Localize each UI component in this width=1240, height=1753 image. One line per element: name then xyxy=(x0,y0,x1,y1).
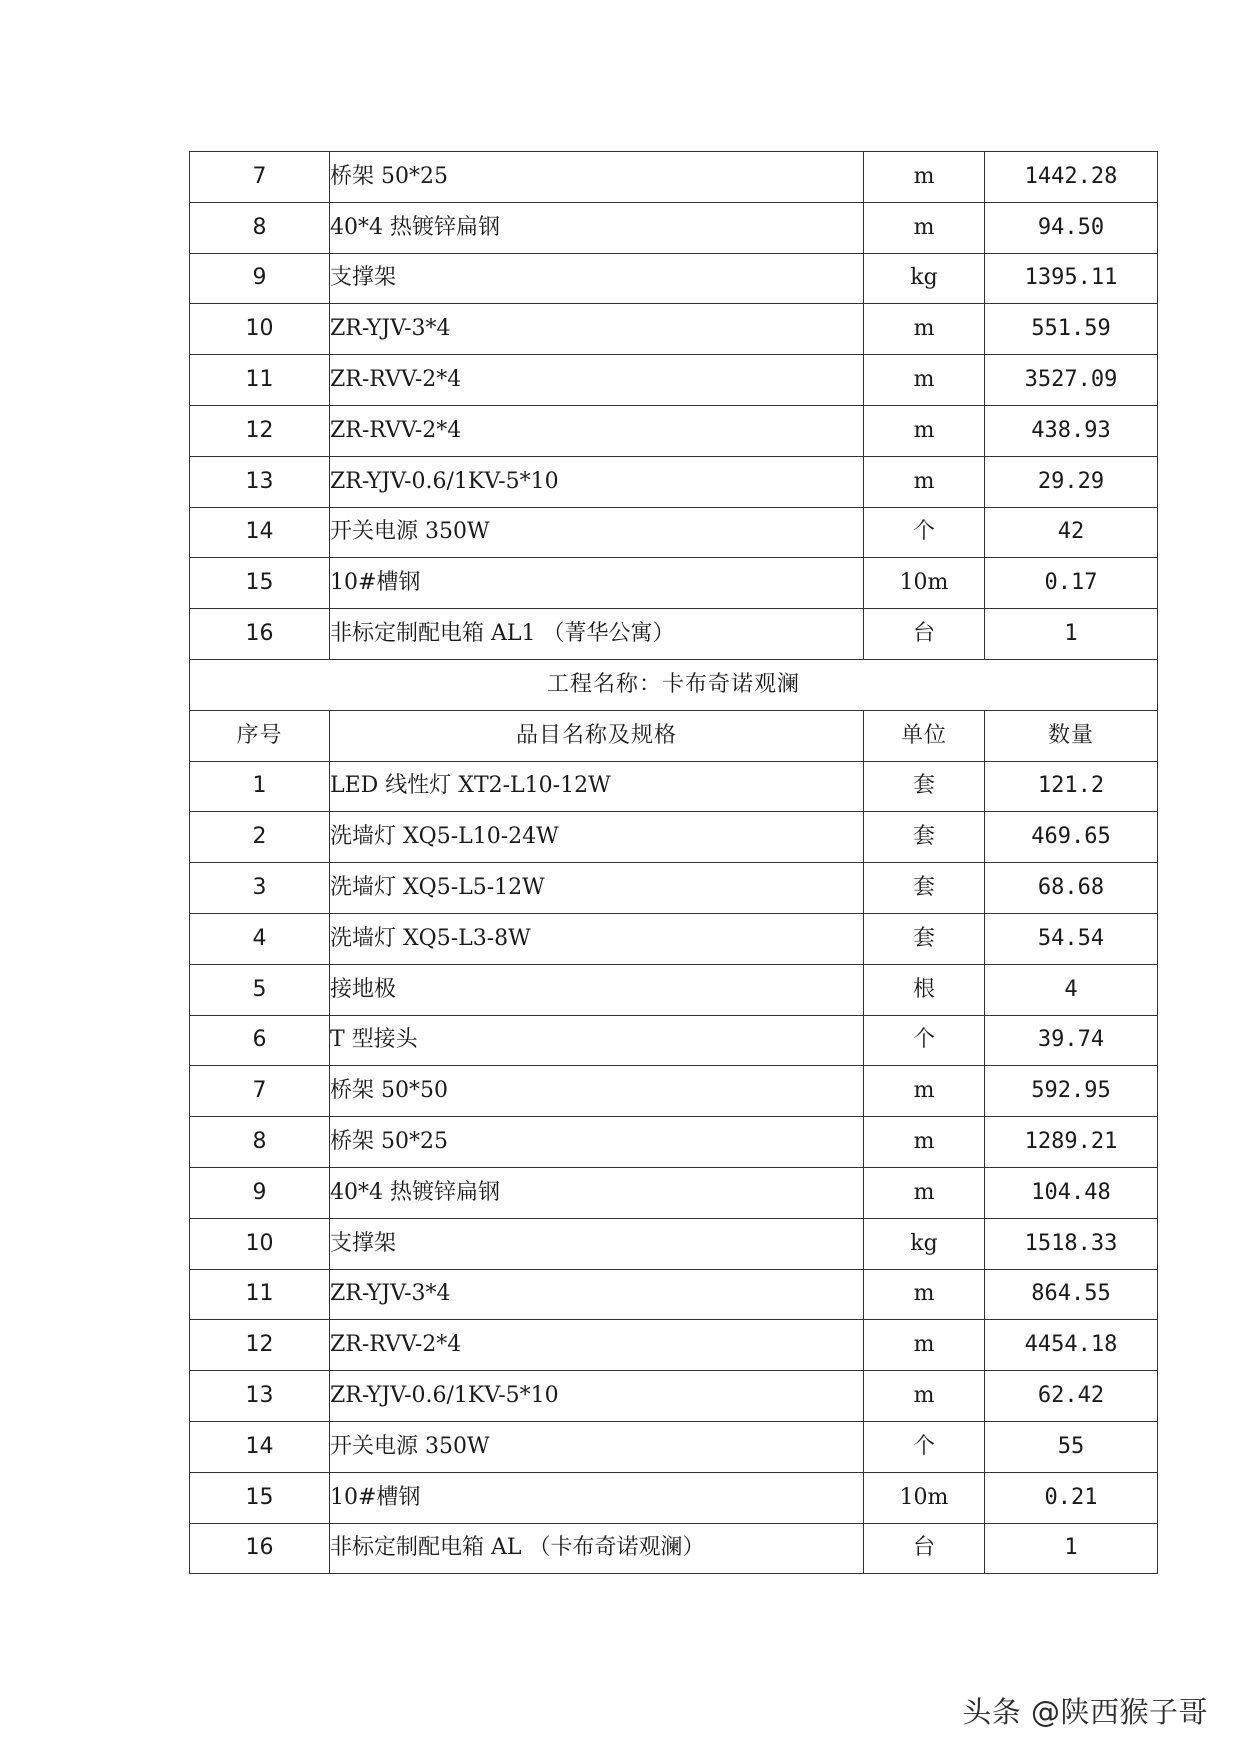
cell-unit: 台 xyxy=(864,609,985,660)
cell-unit: m xyxy=(864,456,985,507)
cell-no: 13 xyxy=(190,1371,330,1422)
cell-qty: 104.48 xyxy=(985,1167,1158,1218)
cell-name: LED 线性灯 XT2-L10-12W xyxy=(330,761,864,812)
cell-unit: m xyxy=(864,1117,985,1168)
cell-name: 支撑架 xyxy=(330,1218,864,1269)
cell-name: 开关电源 350W xyxy=(330,507,864,558)
cell-name: 40*4 热镀锌扁钢 xyxy=(330,202,864,253)
cell-name: ZR-YJV-0.6/1KV-5*10 xyxy=(330,456,864,507)
table-row xyxy=(190,1117,1158,1168)
materials-table-body xyxy=(190,152,1158,1574)
cell-unit: 10m xyxy=(864,1472,985,1523)
cell-unit: m xyxy=(864,304,985,355)
cell-no: 7 xyxy=(190,152,330,203)
cell-no: 14 xyxy=(190,507,330,558)
cell-qty: 121.2 xyxy=(985,761,1158,812)
cell-name: 洗墙灯 XQ5-L3-8W xyxy=(330,913,864,964)
cell-qty: 4454.18 xyxy=(985,1320,1158,1371)
cell-no: 16 xyxy=(190,609,330,660)
cell-name: 桥架 50*50 xyxy=(330,1066,864,1117)
cell-unit: 个 xyxy=(864,507,985,558)
cell-qty: 62.42 xyxy=(985,1371,1158,1422)
cell-qty: 39.74 xyxy=(985,1015,1158,1066)
table-row xyxy=(190,1320,1158,1371)
cell-unit: 套 xyxy=(864,913,985,964)
cell-no: 9 xyxy=(190,253,330,304)
cell-name: 桥架 50*25 xyxy=(330,152,864,203)
table-row xyxy=(190,863,1158,914)
cell-no: 8 xyxy=(190,202,330,253)
cell-no: 8 xyxy=(190,1117,330,1168)
table-row xyxy=(190,812,1158,863)
table-row xyxy=(190,253,1158,304)
cell-no: 4 xyxy=(190,913,330,964)
cell-name: ZR-YJV-0.6/1KV-5*10 xyxy=(330,1371,864,1422)
table-row xyxy=(190,1472,1158,1523)
table-row xyxy=(190,1269,1158,1320)
cell-unit: m xyxy=(864,1320,985,1371)
cell-no: 16 xyxy=(190,1523,330,1574)
cell-unit: 根 xyxy=(864,964,985,1015)
cell-unit: m xyxy=(864,1269,985,1320)
cell-unit: 台 xyxy=(864,1523,985,1574)
cell-unit: 个 xyxy=(864,1015,985,1066)
cell-qty: 438.93 xyxy=(985,405,1158,456)
header-unit: 单位 xyxy=(864,710,985,761)
cell-qty: 55 xyxy=(985,1421,1158,1472)
cell-name: 洗墙灯 XQ5-L10-24W xyxy=(330,812,864,863)
cell-qty: 1442.28 xyxy=(985,152,1158,203)
table-row xyxy=(190,1167,1158,1218)
table-row xyxy=(190,558,1158,609)
cell-no: 2 xyxy=(190,812,330,863)
cell-unit: m xyxy=(864,1167,985,1218)
watermark-text: 头条 @陕西猴子哥 xyxy=(962,1695,1208,1729)
cell-qty: 29.29 xyxy=(985,456,1158,507)
cell-name: 10#槽钢 xyxy=(330,558,864,609)
cell-qty: 68.68 xyxy=(985,863,1158,914)
cell-no: 9 xyxy=(190,1167,330,1218)
cell-no: 5 xyxy=(190,964,330,1015)
cell-no: 13 xyxy=(190,456,330,507)
cell-name: 开关电源 350W xyxy=(330,1421,864,1472)
cell-no: 12 xyxy=(190,1320,330,1371)
table-row xyxy=(190,913,1158,964)
header-row xyxy=(190,710,1158,761)
cell-qty: 4 xyxy=(985,964,1158,1015)
cell-qty: 1 xyxy=(985,609,1158,660)
cell-unit: kg xyxy=(864,253,985,304)
cell-unit: m xyxy=(864,152,985,203)
cell-unit: m xyxy=(864,405,985,456)
cell-qty: 592.95 xyxy=(985,1066,1158,1117)
section-title: 工程名称：卡布奇诺观澜 xyxy=(190,659,1158,710)
table-row xyxy=(190,1015,1158,1066)
cell-qty: 94.50 xyxy=(985,202,1158,253)
cell-unit: kg xyxy=(864,1218,985,1269)
cell-no: 14 xyxy=(190,1421,330,1472)
cell-name: 非标定制配电箱 AL1 （菁华公寓） xyxy=(330,609,864,660)
cell-name: 接地极 xyxy=(330,964,864,1015)
cell-no: 11 xyxy=(190,1269,330,1320)
table-row xyxy=(190,507,1158,558)
cell-name: ZR-RVV-2*4 xyxy=(330,405,864,456)
cell-no: 10 xyxy=(190,304,330,355)
table-row xyxy=(190,202,1158,253)
cell-no: 6 xyxy=(190,1015,330,1066)
table-row xyxy=(190,1066,1158,1117)
cell-no: 15 xyxy=(190,1472,330,1523)
cell-name: 非标定制配电箱 AL （卡布奇诺观澜） xyxy=(330,1523,864,1574)
materials-table xyxy=(189,151,1158,1574)
table-row xyxy=(190,1371,1158,1422)
header-name: 品目名称及规格 xyxy=(330,710,864,761)
cell-qty: 864.55 xyxy=(985,1269,1158,1320)
cell-name: ZR-YJV-3*4 xyxy=(330,1269,864,1320)
table-row xyxy=(190,1218,1158,1269)
table-row xyxy=(190,304,1158,355)
cell-qty: 0.17 xyxy=(985,558,1158,609)
cell-qty: 551.59 xyxy=(985,304,1158,355)
table-row xyxy=(190,964,1158,1015)
cell-name: 桥架 50*25 xyxy=(330,1117,864,1168)
table-row xyxy=(190,152,1158,203)
section-title-row xyxy=(190,659,1158,710)
table-row xyxy=(190,609,1158,660)
cell-unit: 10m xyxy=(864,558,985,609)
table-row xyxy=(190,456,1158,507)
cell-no: 1 xyxy=(190,761,330,812)
cell-unit: 套 xyxy=(864,812,985,863)
cell-qty: 1289.21 xyxy=(985,1117,1158,1168)
table-row xyxy=(190,1523,1158,1574)
header-no: 序号 xyxy=(190,710,330,761)
cell-unit: m xyxy=(864,1371,985,1422)
header-qty: 数量 xyxy=(985,710,1158,761)
cell-qty: 42 xyxy=(985,507,1158,558)
cell-name: 洗墙灯 XQ5-L5-12W xyxy=(330,863,864,914)
table-row xyxy=(190,355,1158,406)
cell-qty: 1518.33 xyxy=(985,1218,1158,1269)
table-row xyxy=(190,405,1158,456)
cell-qty: 1 xyxy=(985,1523,1158,1574)
cell-name: ZR-YJV-3*4 xyxy=(330,304,864,355)
cell-unit: 个 xyxy=(864,1421,985,1472)
cell-unit: m xyxy=(864,355,985,406)
cell-qty: 3527.09 xyxy=(985,355,1158,406)
table-row xyxy=(190,1421,1158,1472)
cell-unit: 套 xyxy=(864,761,985,812)
cell-no: 10 xyxy=(190,1218,330,1269)
cell-qty: 54.54 xyxy=(985,913,1158,964)
cell-name: 10#槽钢 xyxy=(330,1472,864,1523)
cell-name: T 型接头 xyxy=(330,1015,864,1066)
cell-no: 7 xyxy=(190,1066,330,1117)
cell-name: ZR-RVV-2*4 xyxy=(330,1320,864,1371)
cell-name: 支撑架 xyxy=(330,253,864,304)
cell-no: 3 xyxy=(190,863,330,914)
cell-qty: 0.21 xyxy=(985,1472,1158,1523)
table-row xyxy=(190,761,1158,812)
cell-no: 11 xyxy=(190,355,330,406)
cell-name: ZR-RVV-2*4 xyxy=(330,355,864,406)
cell-no: 15 xyxy=(190,558,330,609)
cell-name: 40*4 热镀锌扁钢 xyxy=(330,1167,864,1218)
cell-qty: 1395.11 xyxy=(985,253,1158,304)
cell-unit: 套 xyxy=(864,863,985,914)
cell-unit: m xyxy=(864,1066,985,1117)
cell-unit: m xyxy=(864,202,985,253)
cell-qty: 469.65 xyxy=(985,812,1158,863)
cell-no: 12 xyxy=(190,405,330,456)
